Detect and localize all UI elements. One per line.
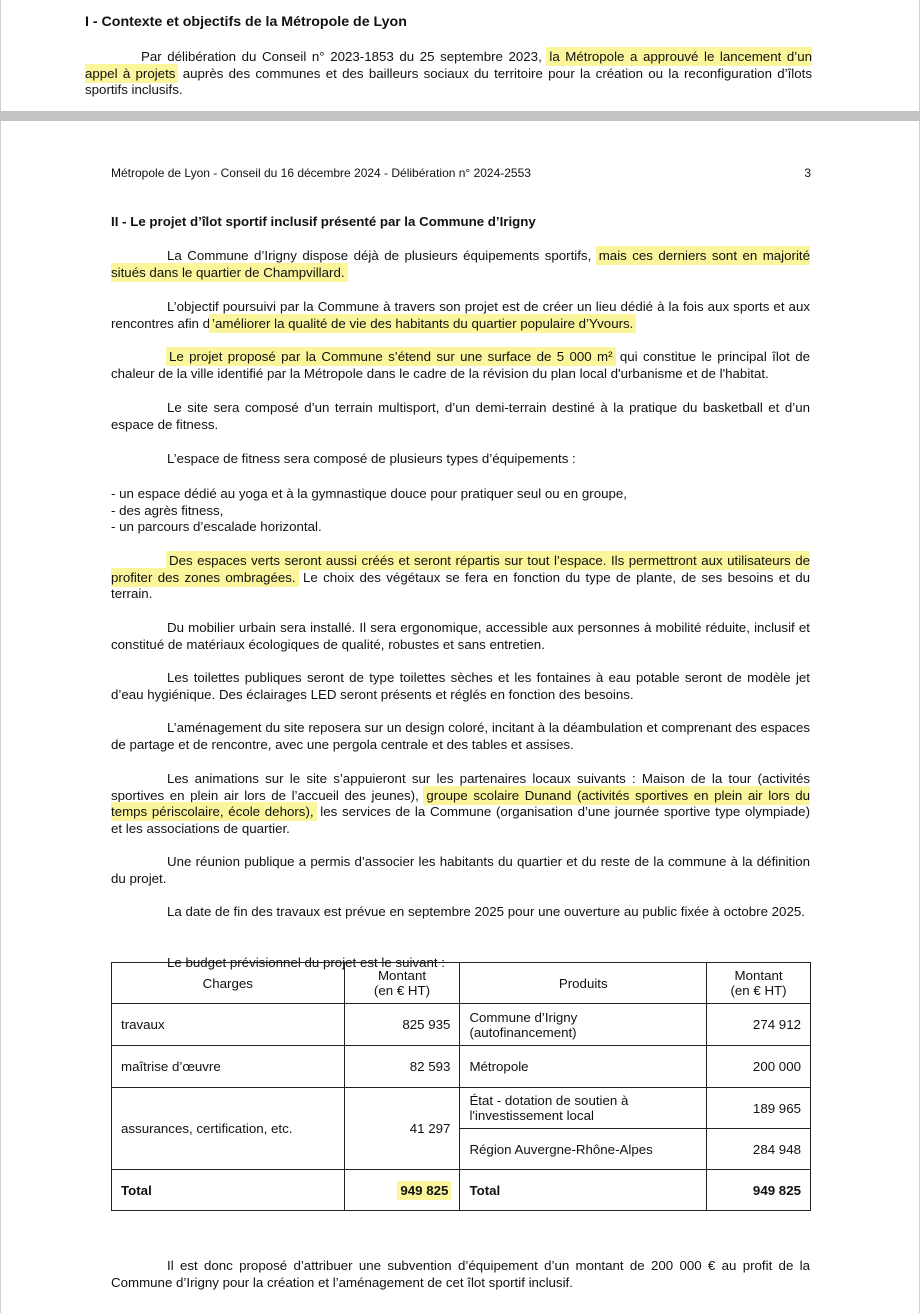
highlight: Des espaces verts seront aussi créés et seront répartis sur tout l’espace. Ils permettront aux utilisateurs de profiter des zones ombragées. (111, 553, 810, 585)
produit-amount: 189 965 (707, 1088, 811, 1129)
highlight: Le projet proposé par la Commune s’étend sur une surface de 5 000 m² (169, 349, 613, 364)
paragraph-11: Une réunion publique a permis d’associer les habitants du quartier et du reste de la commune à la définition du projet. (111, 854, 810, 886)
paragraph-9: L’aménagement du site reposera sur un design coloré, incitant à la déambulation et comprenant des espaces de partage et de rencontre, avec une pergola centrale et des tables et assises. (111, 720, 810, 752)
paragraph-13: Le budget prévisionnel du projet est le suivant : (167, 955, 445, 970)
total-label: Total (460, 1170, 707, 1211)
paragraph-7: Du mobilier urbain sera installé. Il sera ergonomique, accessible aux personnes à mobilité réduite, inclusif et constitué de matériaux écologiques de qualité, robustes et sans entretien. (111, 620, 810, 652)
highlight: 949 825 (400, 1182, 449, 1198)
page-1 (0, 0, 920, 111)
list-item: - des agrès fitness, (111, 502, 224, 518)
page-number: 3 (804, 166, 811, 180)
table-header-row (112, 963, 811, 1004)
produit-label: État - dotation de soutien à l'investissement local (460, 1088, 707, 1129)
paragraph-14: Il est donc proposé d’attribuer une subvention d’équipement d’un montant de 200 000 € au profit de la Commune d’Irigny pour la création et l’aménagement de cet îlot sportif inclusif. (111, 1258, 810, 1290)
equipment-list (111, 486, 810, 536)
table-row (112, 1046, 811, 1088)
highlight: ’améliorer la qualité de vie des habitants du quartier populaire d’Yvours. (212, 315, 634, 331)
produit-label: Région Auvergne-Rhône-Alpes (460, 1129, 707, 1170)
list-item: - un parcours d’escalade horizontal. (111, 519, 322, 534)
section-heading-1: I - Contexte et objectifs de la Métropole de Lyon (85, 14, 407, 30)
total-produits: 949 825 (707, 1170, 811, 1211)
paragraph-6: Des espaces verts seront aussi créés et seront répartis sur tout l’espace. Ils permettront aux utilisateurs de profiter des zones ombragées. Le choix des végétaux se fera en fonction du type de plante, de ses besoins et du terrain. (111, 553, 811, 601)
highlight: la Métropole a approuvé le lancement d’un appel à projets (85, 49, 812, 81)
highlight: mais ces derniers sont en majorité situés dans le quartier de Champvillard. (111, 248, 810, 280)
header-montant: Montant (en € HT) (344, 963, 460, 1004)
list-item: - un espace dédié au yoga et à la gymnastique douce pour pratiquer seul ou en groupe, (111, 486, 627, 501)
paragraph-8: Les toilettes publiques seront de type toilettes sèches et les fontaines à eau potable seront de modèle jet d’eau hygiénique. Des éclairages LED seront présents et réglés en fonction des besoins. (111, 670, 810, 702)
highlight: groupe scolaire Dunand (activités sportives en plein air lors du temps périscolaire, école dehors), (111, 787, 810, 819)
paragraph-2: L’objectif poursuivi par la Commune à travers son projet est de créer un lieu dédié à la fois aux sports et aux rencontres afin d ’améliorer la qualité de vie des habitants du quartier populaire d’Yvours. (111, 299, 810, 331)
charge-amount: 825 935 (344, 1004, 460, 1046)
total-charges (344, 1170, 460, 1211)
paragraph-context: Par délibération du Conseil n° 2023-1853 du 25 septembre 2023, la Métropole a approuvé le lancement d’un appel à projets auprès des communes et des bailleurs sociaux du territoire pour la création ou la reconfiguration d’îlots sportifs inclusifs. (85, 49, 812, 97)
charge-amount: 82 593 (344, 1046, 460, 1088)
header-produits: Produits (460, 963, 707, 1004)
produit-amount: 284 948 (707, 1129, 811, 1170)
total-label: Total (112, 1170, 345, 1211)
section-heading-2: II - Le projet d’îlot sportif inclusif présenté par la Commune d’Irigny (111, 214, 536, 229)
table-row (112, 1088, 811, 1129)
page-separator (0, 111, 920, 121)
produit-amount: 274 912 (707, 1004, 811, 1046)
produit-label: Métropole (460, 1046, 707, 1088)
header-charges: Charges (112, 963, 345, 1004)
table-row (112, 1004, 811, 1046)
page-2 (0, 121, 920, 1313)
produit-label: Commune d’Irigny (autofinancement) (460, 1004, 707, 1046)
budget-table (111, 962, 811, 1211)
produit-amount: 200 000 (707, 1046, 811, 1088)
table-total-row (112, 1170, 811, 1211)
paragraph-3: Le projet proposé par la Commune s’étend sur une surface de 5 000 m² qui constitue le principal îlot de chaleur de la ville identifié par la Métropole dans le cadre de la révision du plan local d'urbanisme et de l'habitat. (111, 349, 810, 381)
paragraph-10: Les animations sur le site s’appuieront sur les partenaires locaux suivants : Maison de la tour (activités sportives en plein air lors de l’accueil des jeunes), groupe scolaire Dunand (activités sportives en plein air lors du temps périscolaire, école dehors), les services de la Commune (organisation d’une journée sportive type olympiade) et les associations de quartier. (111, 771, 810, 836)
paragraph-4: Le site sera composé d’un terrain multisport, d’un demi-terrain destiné à la pratique du basketball et d’un espace de fitness. (111, 400, 810, 432)
charge-amount: 41 297 (344, 1088, 460, 1170)
header-montant: Montant (en € HT) (707, 963, 811, 1004)
paragraph-5: L’espace de fitness sera composé de plusieurs types d’équipements : (167, 451, 576, 466)
charge-label: assurances, certification, etc. (112, 1088, 345, 1170)
running-header: Métropole de Lyon - Conseil du 16 décembre 2024 - Délibération n° 2024-2553 3 (111, 166, 811, 180)
paragraph-1: La Commune d’Irigny dispose déjà de plusieurs équipements sportifs, mais ces derniers sont en majorité situés dans le quartier de Champvillard. (111, 248, 810, 280)
charge-label: travaux (112, 1004, 345, 1046)
paragraph-12: La date de fin des travaux est prévue en septembre 2025 pour une ouverture au public fixée à octobre 2025. (167, 904, 805, 919)
charge-label: maîtrise d’œuvre (112, 1046, 345, 1088)
